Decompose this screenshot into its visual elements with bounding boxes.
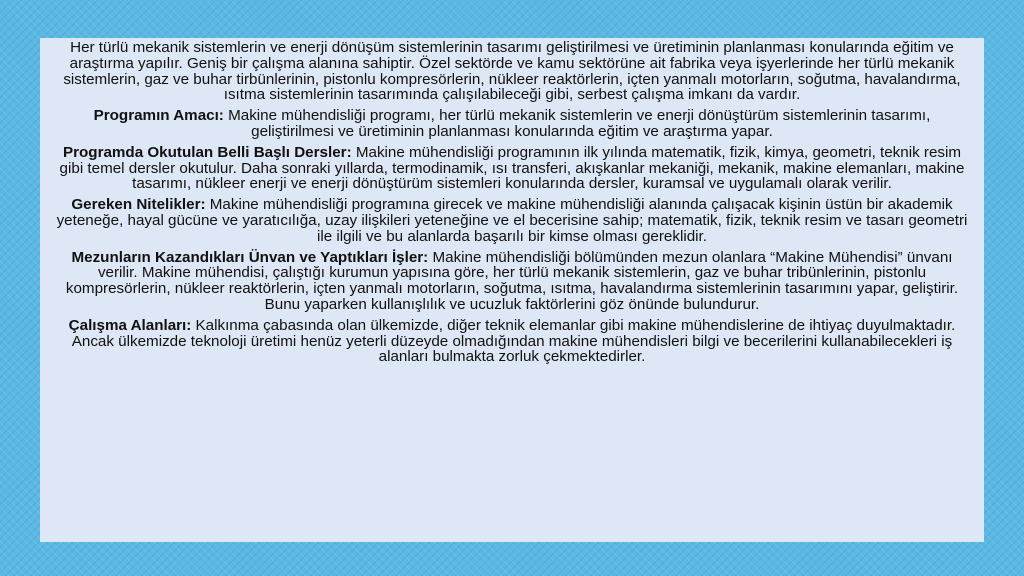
text-content-box [40, 38, 984, 542]
qualifications-heading: Gereken Nitelikler: [71, 196, 206, 214]
qualifications-paragraph [54, 197, 970, 244]
work-areas-paragraph [54, 318, 970, 365]
intro-paragraph [54, 40, 970, 103]
program-purpose-heading: Programın Amacı: [93, 107, 224, 125]
graduates-heading: Mezunların Kazandıkları Ünvan ve Yaptıkları İşler: [71, 248, 429, 266]
qualifications-text: Makine mühendisliği programına girecek ve makine mühendisliği alanında çalışacak kişinin üstün bir akademik yeteneğe, hayal gücüne ve yaratıcılığa, uzay ilişkileri yeteneğine ve el becerisine sahip; matematik, fizik, teknik resim ve tasarı geometri ile ilgili ve bu alanlarda başarılı bir kimse olması gereklidir. [56, 196, 968, 245]
work-areas-text: Kalkınma çabasında olan ülkemizde, diğer teknik elemanlar gibi makine mühendislerine de ihtiyaç duyulmaktadır. Ancak ülkemizde teknoloji üretimi henüz yeterli düzeyde olmadığından makine mühendisleri bilgi ve becerilerini kullanabilecekleri iş alanları bulmakta zorluk çekmektedirler. [71, 316, 956, 366]
program-purpose-text: Makine mühendisliği programı, her türlü mekanik sistemlerin ve enerji dönüştürüm sistemlerinin tasarımı, geliştirilmesi ve üretiminin planlanması konularında eğitim ve araştırma yapar. [223, 107, 931, 140]
graduates-text: Makine mühendisliği bölümünden mezun olanlara “Makine Mühendisi” ünvanı verilir. Makine mühendisi, çalıştığı kurumun yapısına göre, her türlü mekanik sistemlerin, gaz ve buhar tribünlerinin, pistonlu kompresörlerin, nükleer reaktörlerin, içten yanmalı motorların, soğutma, ısıtma, havalandırma sistemlerinin tasarımını yapar, geliştirir. Bunu yaparken kullanışlılık ve ucuzluk faktörlerini göz önünde bulundurur. [65, 248, 959, 313]
graduates-paragraph [54, 250, 970, 313]
courses-text: Makine mühendisliği programının ilk yılında matematik, fizik, kimya, geometri, teknik resim gibi temel dersler okutulur. Daha sonraki yıllarda, termodinamik, ısı transferi, akışkanlar mekaniği, mekanik, makine elemanları, makine tasarımı, nükleer enerji ve enerji dönüştürüm sistemleri konularında dersler, kuramsal ve uygulamalı olarak verilir. [59, 143, 965, 193]
courses-heading: Programda Okutulan Belli Başlı Dersler: [62, 143, 352, 161]
work-areas-heading: Çalışma Alanları: [68, 316, 192, 334]
intro-text: Her türlü mekanik sistemlerin ve enerji dönüşüm sistemlerinin tasarımı geliştirilmesi ve üretiminin planlanması konularında eğitim ve araştırma yapılır. Geniş bir çalışma alanına sahiptir. Özel sektörde ve kamu sektörüne ait fabrika veya işyerlerinde her türlü mekanik sistemlerin, gaz ve buhar tirbünlerinin, pistonlu kompresörlerin, nükleer reaktörlerin, içten yanmalı motorların, soğutma, havalandırma, ısıtma sistemlerinin tasarımında çalışılabileceği gibi, serbest çalışma imkanı da vardır. [63, 39, 961, 104]
program-purpose-paragraph [54, 108, 970, 140]
courses-paragraph [54, 145, 970, 192]
